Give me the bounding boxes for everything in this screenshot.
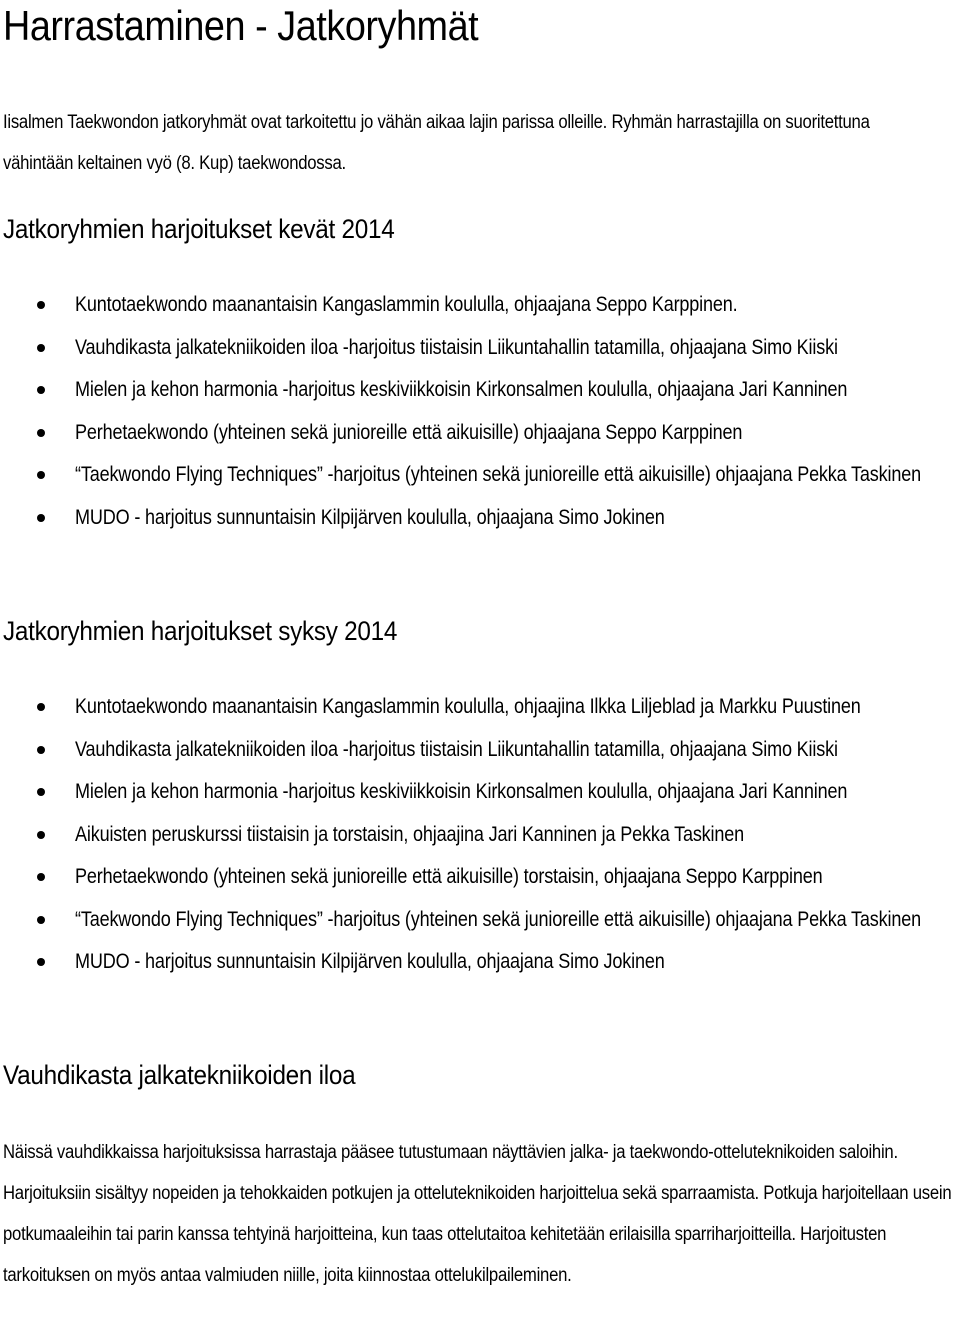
list-item: Aikuisten peruskurssi tiistaisin ja torstaisin, ohjaajina Jari Kanninen ja Pekka Taskinen [3,814,957,857]
bullet-icon [37,514,45,522]
list-item: Perhetaekwondo (yhteinen sekä junioreille että aikuisille) torstaisin, ohjaajana Seppo Karppinen [3,856,957,899]
kicks-paragraph: Näissä vauhdikkaissa harjoituksissa harrastaja pääsee tutustumaan näyttävien jalka- ja taekwondo-otteluteknikoiden saloihin. Harjoituksiin sisältyy nopeiden ja tehokkaiden potkujen ja otteluteknikoiden harjoittelua sekä sparraamista. Potkuja harjoitellaan usein potkumaaleihin tai parin kanssa tehtyinä harjoitteina, kun taas ottelutaitoa kehitetään erilaisilla sparriharjoitteilla. Harjoitusten tarkoituksen on myös antaa valmiuden niille, joita kiinnostaa ottelukilpaileminen. [3,1142,952,1286]
bullet-icon [37,958,45,966]
list-item: Vauhdikasta jalkatekniikoiden iloa -harjoitus tiistaisin Liikuntahallin tatamilla, ohjaajana Simo Kiiski [3,327,957,370]
autumn-heading: Jatkoryhmien harjoitukset syksy 2014 [3,616,398,646]
list-item: “Taekwondo Flying Techniques” -harjoitus (yhteinen sekä junioreille että aikuisille) ohjaajana Pekka Taskinen [3,454,957,497]
bullet-icon [37,429,45,437]
spring-list [3,284,957,539]
list-item: MUDO - harjoitus sunnuntaisin Kilpijärven koululla, ohjaajana Simo Jokinen [3,941,957,984]
spring-heading: Jatkoryhmien harjoitukset kevät 2014 [3,214,395,244]
intro-paragraph: Iisalmen Taekwondon jatkoryhmät ovat tarkoitettu jo vähän aikaa lajin parissa olleille. Ryhmän harrastajilla on suoritettuna vähintään keltainen vyö (8. Kup) taekwondossa. [3,112,870,174]
list-item: Perhetaekwondo (yhteinen sekä junioreille että aikuisille) ohjaajana Seppo Karppinen [3,412,957,455]
bullet-icon [37,916,45,924]
bullet-icon [37,788,45,796]
autumn-list [3,686,957,984]
list-item: Mielen ja kehon harmonia -harjoitus keskiviikkoisin Kirkonsalmen koululla, ohjaajana Jari Kanninen [3,369,957,412]
bullet-icon [37,471,45,479]
bullet-icon [37,746,45,754]
bullet-icon [37,873,45,881]
list-item: MUDO - harjoitus sunnuntaisin Kilpijärven koululla, ohjaajana Simo Jokinen [3,497,957,540]
kicks-heading: Vauhdikasta jalkatekniikoiden iloa [3,1060,356,1090]
list-item: Kuntotaekwondo maanantaisin Kangaslammin koululla, ohjaajina Ilkka Liljeblad ja Markku Puustinen [3,686,957,729]
bullet-icon [37,301,45,309]
bullet-icon [37,386,45,394]
list-item: Kuntotaekwondo maanantaisin Kangaslammin koululla, ohjaajana Seppo Karppinen. [3,284,957,327]
bullet-icon [37,831,45,839]
list-item: Mielen ja kehon harmonia -harjoitus keskiviikkoisin Kirkonsalmen koululla, ohjaajana Jari Kanninen [3,771,957,814]
bullet-icon [37,703,45,711]
list-item: “Taekwondo Flying Techniques” -harjoitus (yhteinen sekä junioreille että aikuisille) ohjaajana Pekka Taskinen [3,899,957,942]
bullet-icon [37,344,45,352]
page-title: Harrastaminen - Jatkoryhmät [3,2,479,49]
list-item: Vauhdikasta jalkatekniikoiden iloa -harjoitus tiistaisin Liikuntahallin tatamilla, ohjaajana Simo Kiiski [3,729,957,772]
